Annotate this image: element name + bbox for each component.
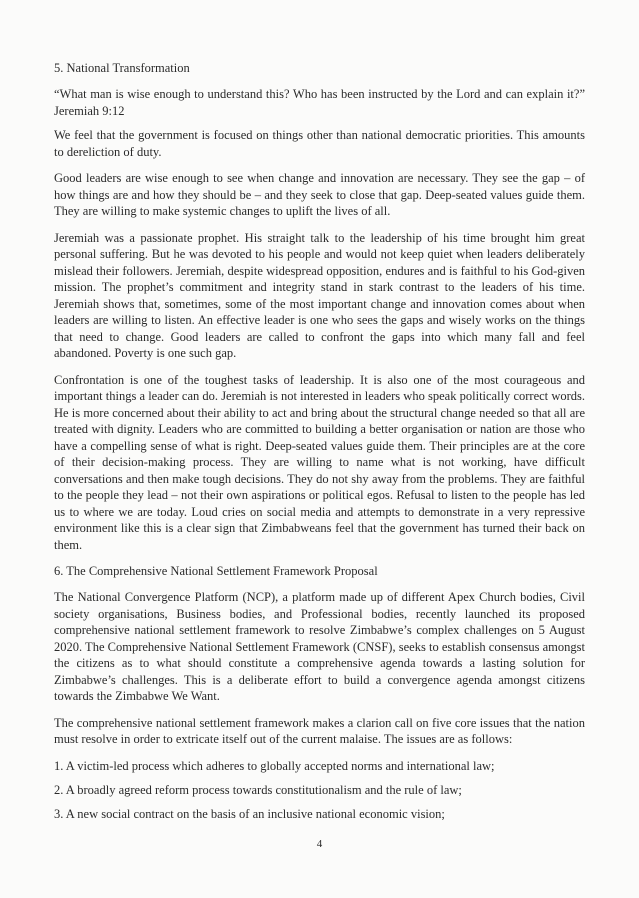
- body-paragraph: Confrontation is one of the toughest tasks of leadership. It is also one of the most courageous and important things a leader can do. Jeremiah is not interested in leaders who speak politically correct words. He is more concerned about their ability to act and bring about the structural change needed so that all are treated with dignity. Leaders who are committed to building a better organisation or nation are those who have a compelling sense of what is right. Deep-seated values guide them. Their principles are at the core of their decision-making process. They are willing to name what is not working, have difficult conversations and then make tough decisions. They do not shy away from the problems. They are faithful to the people they lead – not their own aspirations or political egos. Refusal to listen to the people has led us to where we are today. Loud cries on social media and attempts to demonstrate in a very repressive environment like this is a clear sign that Zimbabweans feel that the government has turned their back on them.: [54, 372, 585, 552]
- list-item: 3. A new social contract on the basis of an inclusive national economic vision;: [54, 806, 445, 821]
- body-paragraph: Jeremiah was a passionate prophet. His straight talk to the leadership of his time brought him great personal suffering. But he was devoted to his people and would not keep quiet when leaders deliberately mislead their followers. Jeremiah, despite widespread opposition, endures and is faithful to his God-given mission. The prophet’s commitment and integrity stand in stark contrast to the leaders of his time. Jeremiah shows that, sometimes, some of the most important change and innovation comes about when leaders are willing to listen. An effective leader is one who sees the gaps and wisely works on the things that need to change. Good leaders are called to confront the gaps into which many fall and feel abandoned. Poverty is one such gap.: [54, 230, 585, 360]
- list-item: 1. A victim-led process which adheres to globally accepted norms and international law;: [54, 758, 495, 773]
- body-paragraph: The comprehensive national settlement framework makes a clarion call on five core issues that the nation must resolve in order to extricate itself out of the current malaise. The issues are as follows:: [54, 715, 585, 746]
- body-paragraph: The National Convergence Platform (NCP), a platform made up of different Apex Church bodies, Civil society organisations, Business bodies, and Professional bodies, recently launched its proposed comprehensive national settlement framework to resolve Zimbabwe’s complex challenges on 5 August 2020. The Comprehensive National Settlement Framework (CNSF), seeks to establish consensus amongst the citizens as to what should constitute a comprehensive agenda towards a lasting solution for Zimbabwe’s challenges. This is a deliberate effort to build a convergence agenda amongst citizens towards the Zimbabwe We Want.: [54, 590, 585, 703]
- body-paragraph: Good leaders are wise enough to see when change and innovation are necessary. They see the gap – of how things are and how they should be – and they seek to close that gap. Deep-seated values guide them. They are willing to make systemic changes to uplift the lives of all.: [54, 171, 585, 218]
- section-heading-settlement-framework: 6. The Comprehensive National Settlement Framework Proposal: [54, 564, 378, 578]
- page-number: 4: [316, 838, 323, 850]
- list-item: 2. A broadly agreed reform process towards constitutionalism and the rule of law;: [54, 782, 462, 797]
- section-heading-national-transformation: 5. National Transformation: [54, 61, 190, 75]
- scripture-quote: “What man is wise enough to understand this? Who has been instructed by the Lord and can explain it?” Jeremiah 9:12: [54, 87, 585, 118]
- body-paragraph: We feel that the government is focused on things other than national democratic priorities. This amounts to dereliction of duty.: [54, 128, 585, 159]
